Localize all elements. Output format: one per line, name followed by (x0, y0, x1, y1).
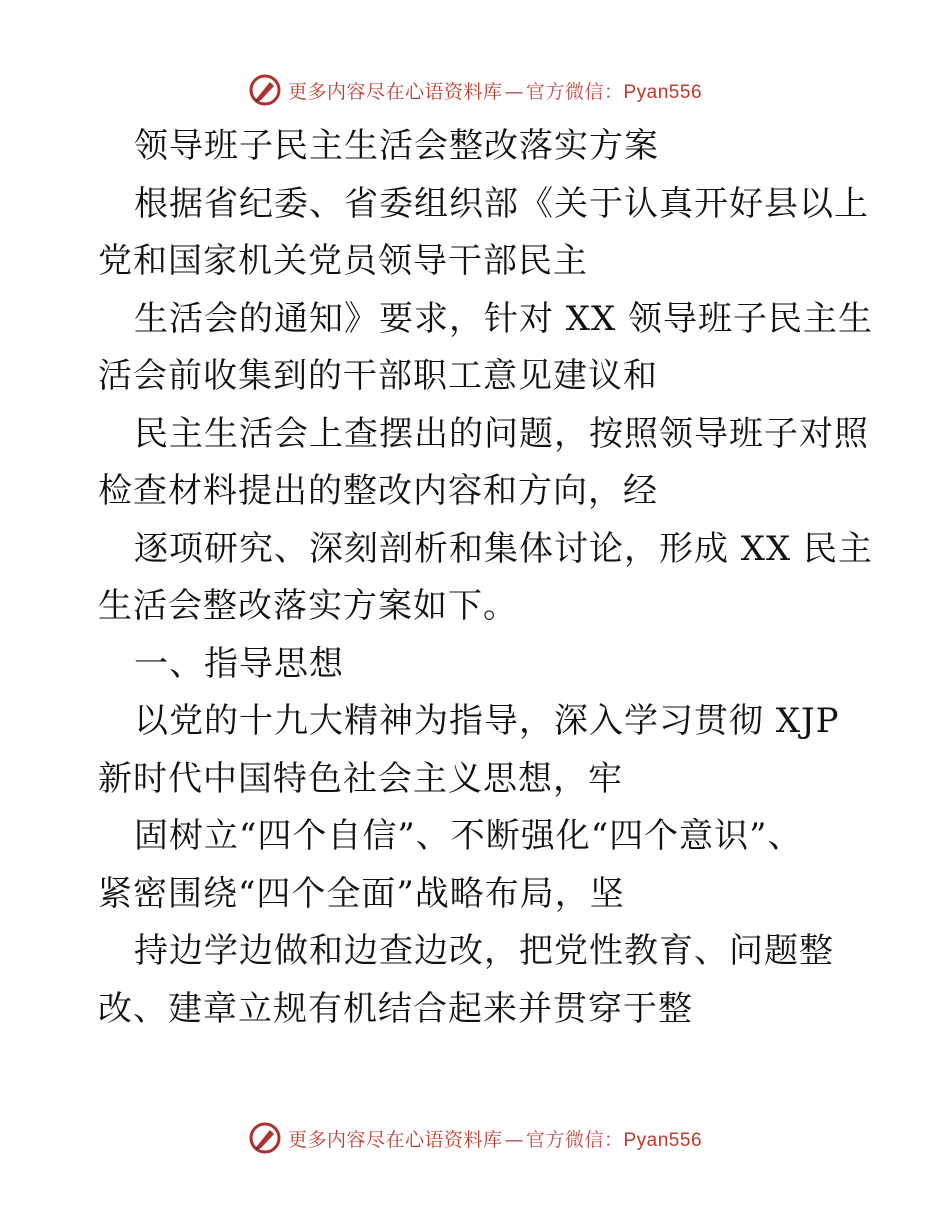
watermark-id: Pyan556 (623, 81, 703, 103)
watermark-header (0, 70, 950, 110)
watermark-dash: — (504, 80, 524, 103)
watermark-main-text: 更多内容尽在心语资料库 (287, 80, 503, 103)
text-line: 新时代中国特色社会主义思想，牢 (98, 758, 623, 799)
text-line: 检查材料提出的整改内容和方向，经 (98, 471, 658, 511)
watermark-id: Pyan556 (623, 1129, 703, 1151)
text-line: 生活会的通知》要求，针对 XX 领导班子民主生 (134, 298, 874, 339)
pen-logo-icon (248, 1121, 282, 1155)
document-body (98, 118, 874, 1038)
text-line: 紧密围绕“四个全面”战略布局，坚 (98, 873, 625, 914)
watermark-label: 官方微信： (525, 80, 624, 103)
text-line: 一、指导思想 (134, 643, 344, 684)
text-line: 党和国家机关党员领导干部民主 (98, 241, 588, 281)
text-line: 民主生活会上查摆出的问题，按照领导班子对照 (134, 413, 869, 454)
text-line: 领导班子民主生活会整改落实方案 (134, 126, 659, 166)
text-line: 固树立“四个自信”、不断强化“四个意识”、 (134, 816, 803, 856)
text-line: 活会前收集到的干部职工意见建议和 (98, 356, 658, 396)
text-line: 逐项研究、深刻剖析和集体讨论，形成 XX 民主 (134, 528, 874, 569)
watermark-main-text: 更多内容尽在心语资料库 (287, 1128, 503, 1151)
watermark-label: 官方微信： (525, 1128, 624, 1151)
text-line: 根据省纪委、省委组织部《关于认真开好县以上 (134, 183, 869, 224)
watermark-dash: — (504, 1128, 524, 1151)
text-line: 生活会整改落实方案如下。 (98, 586, 518, 626)
text-line: 改、建章立规有机结合起来并贯穿于整 (98, 988, 693, 1029)
pen-logo-icon (248, 73, 282, 107)
text-line: 以党的十九大精神为指导，深入学习贯彻 XJP (134, 701, 840, 741)
text-line: 持边学边做和边查边改，把党性教育、问题整 (134, 931, 834, 971)
watermark-footer (0, 1118, 950, 1158)
